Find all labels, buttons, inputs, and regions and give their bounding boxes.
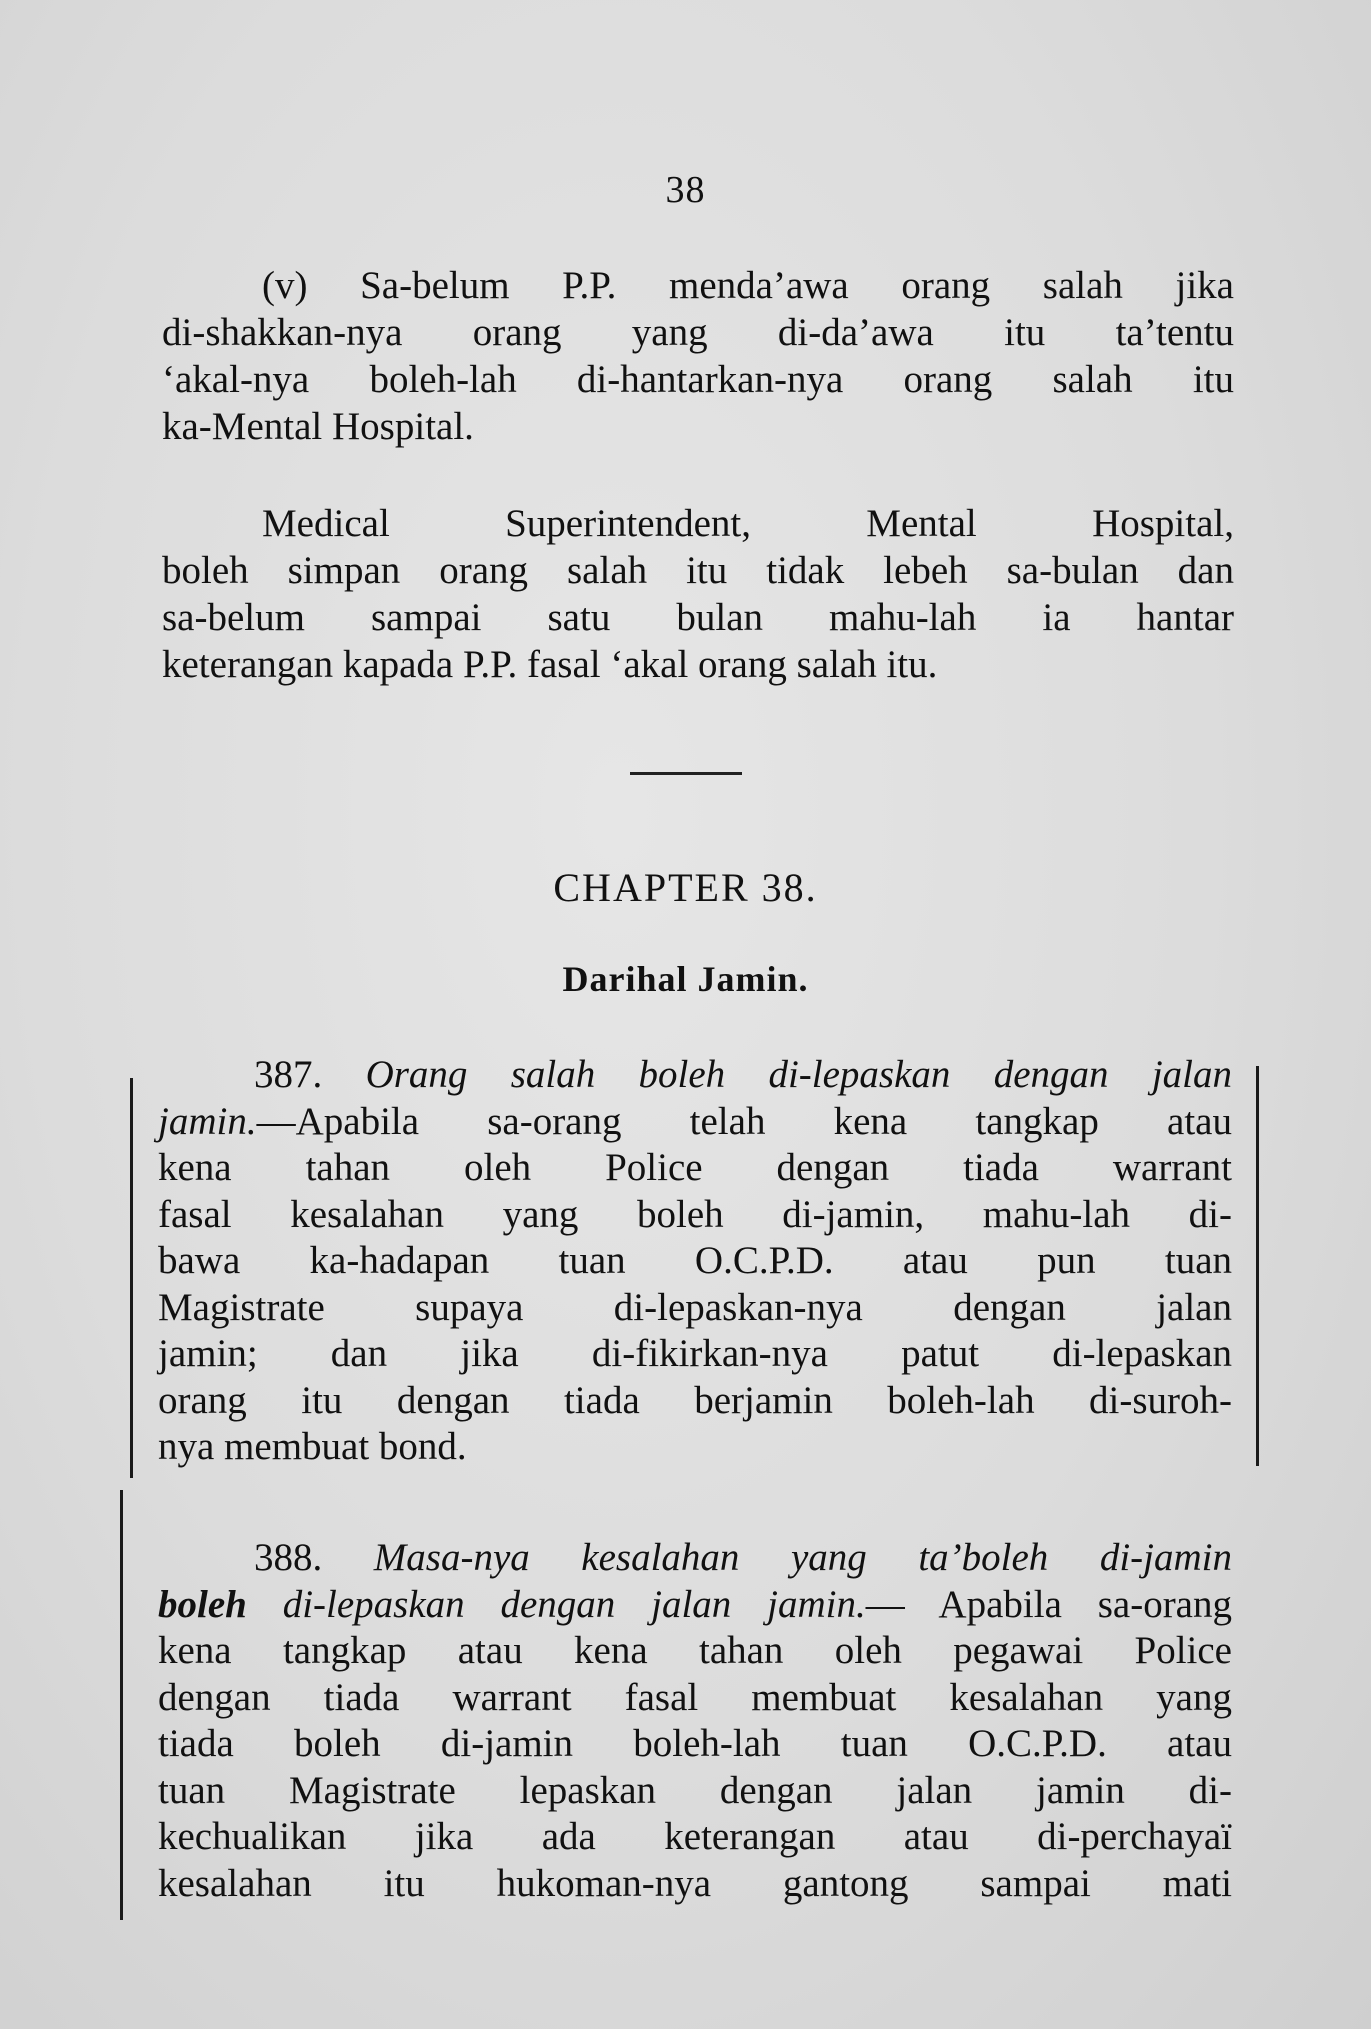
section-number: 387. <box>254 1053 323 1096</box>
section-line: Magistrate supaya di-lepaskan-nya dengan jalan <box>158 1285 1232 1329</box>
paragraph-medical-superintendent <box>162 500 1234 688</box>
section-text: — Apabila sa-orang <box>865 1582 1232 1626</box>
section-heading-italic: Orang salah boleh di-lepaskan dengan jalan <box>365 1053 1233 1096</box>
paragraph-line: di-shakkan-nya orang yang di-da’awa itu ta’tentu <box>162 311 1234 354</box>
paragraph-line: boleh simpan orang salah itu tidak lebeh sa-bulan dan <box>162 549 1234 592</box>
section-line: nya membuat bond. <box>158 1425 467 1468</box>
section-line: kena tahan oleh Police dengan tiada warrant <box>158 1146 1232 1189</box>
paragraph-v <box>162 262 1234 450</box>
section-line: fasal kesalahan yang boleh di-jamin, mahu-lah di- <box>158 1192 1232 1236</box>
section-line: kena tangkap atau kena tahan oleh pegawai Police <box>158 1629 1232 1672</box>
section-387 <box>158 1052 1232 1471</box>
section-title: Darihal Jamin. <box>562 959 809 999</box>
section-divider <box>630 772 742 775</box>
section-title-line <box>158 1535 1232 1582</box>
section-line: orang itu dengan tiada berjamin boleh-lah di-suroh- <box>158 1378 1232 1422</box>
section-text: —Apabila sa-orang telah kena tangkap atau <box>256 1099 1232 1143</box>
section-title-line <box>158 1052 1232 1099</box>
section-line: jamin; dan jika di-fikirkan-nya patut di-lepaskan <box>158 1332 1232 1375</box>
section-heading-italic: di-lepaskan dengan jalan jamin. <box>282 1582 866 1626</box>
margin-bar-right <box>1256 1066 1259 1466</box>
section-line <box>158 1099 1232 1146</box>
paragraph-line: Medical Superintendent, Mental Hospital, <box>262 502 1234 545</box>
section-line <box>158 1582 1232 1629</box>
paragraph-line: (v) Sa-belum P.P. menda’awa orang salah jika <box>262 264 1234 307</box>
section-heading-italic: Masa-nya kesalahan yang ta’boleh di-jamin <box>373 1536 1233 1579</box>
section-388 <box>158 1535 1232 1907</box>
paragraph-line: keterangan kapada P.P. fasal ‘akal orang salah itu. <box>162 643 938 686</box>
section-number: 388. <box>254 1536 323 1579</box>
section-line: bawa ka-hadapan tuan O.C.P.D. atau pun tuan <box>158 1239 1232 1282</box>
section-line: tuan Magistrate lepaskan dengan jalan jamin di- <box>158 1768 1232 1812</box>
section-heading-italic: jamin. <box>158 1099 257 1143</box>
margin-bar-left <box>120 1490 123 1920</box>
section-line: dengan tiada warrant fasal membuat kesalahan yang <box>158 1675 1232 1719</box>
section-heading-bold-italic: boleh <box>158 1582 247 1626</box>
paragraph-line: ka-Mental Hospital. <box>162 405 474 448</box>
paragraph-line: ‘akal-nya boleh-lah di-hantarkan-nya orang salah itu <box>162 358 1234 401</box>
section-line: kechualikan jika ada keterangan atau di-perchayaï <box>158 1815 1232 1858</box>
paragraph-line: sa-belum sampai satu bulan mahu-lah ia hantar <box>162 596 1234 639</box>
section-line: kesalahan itu hukoman-nya gantong sampai mati <box>158 1861 1232 1905</box>
section-line: tiada boleh di-jamin boleh-lah tuan O.C.P.D. atau <box>158 1722 1232 1765</box>
margin-bar-left <box>130 1078 133 1478</box>
chapter-heading: CHAPTER 38. <box>553 865 818 910</box>
page-number: 38 <box>665 169 706 211</box>
